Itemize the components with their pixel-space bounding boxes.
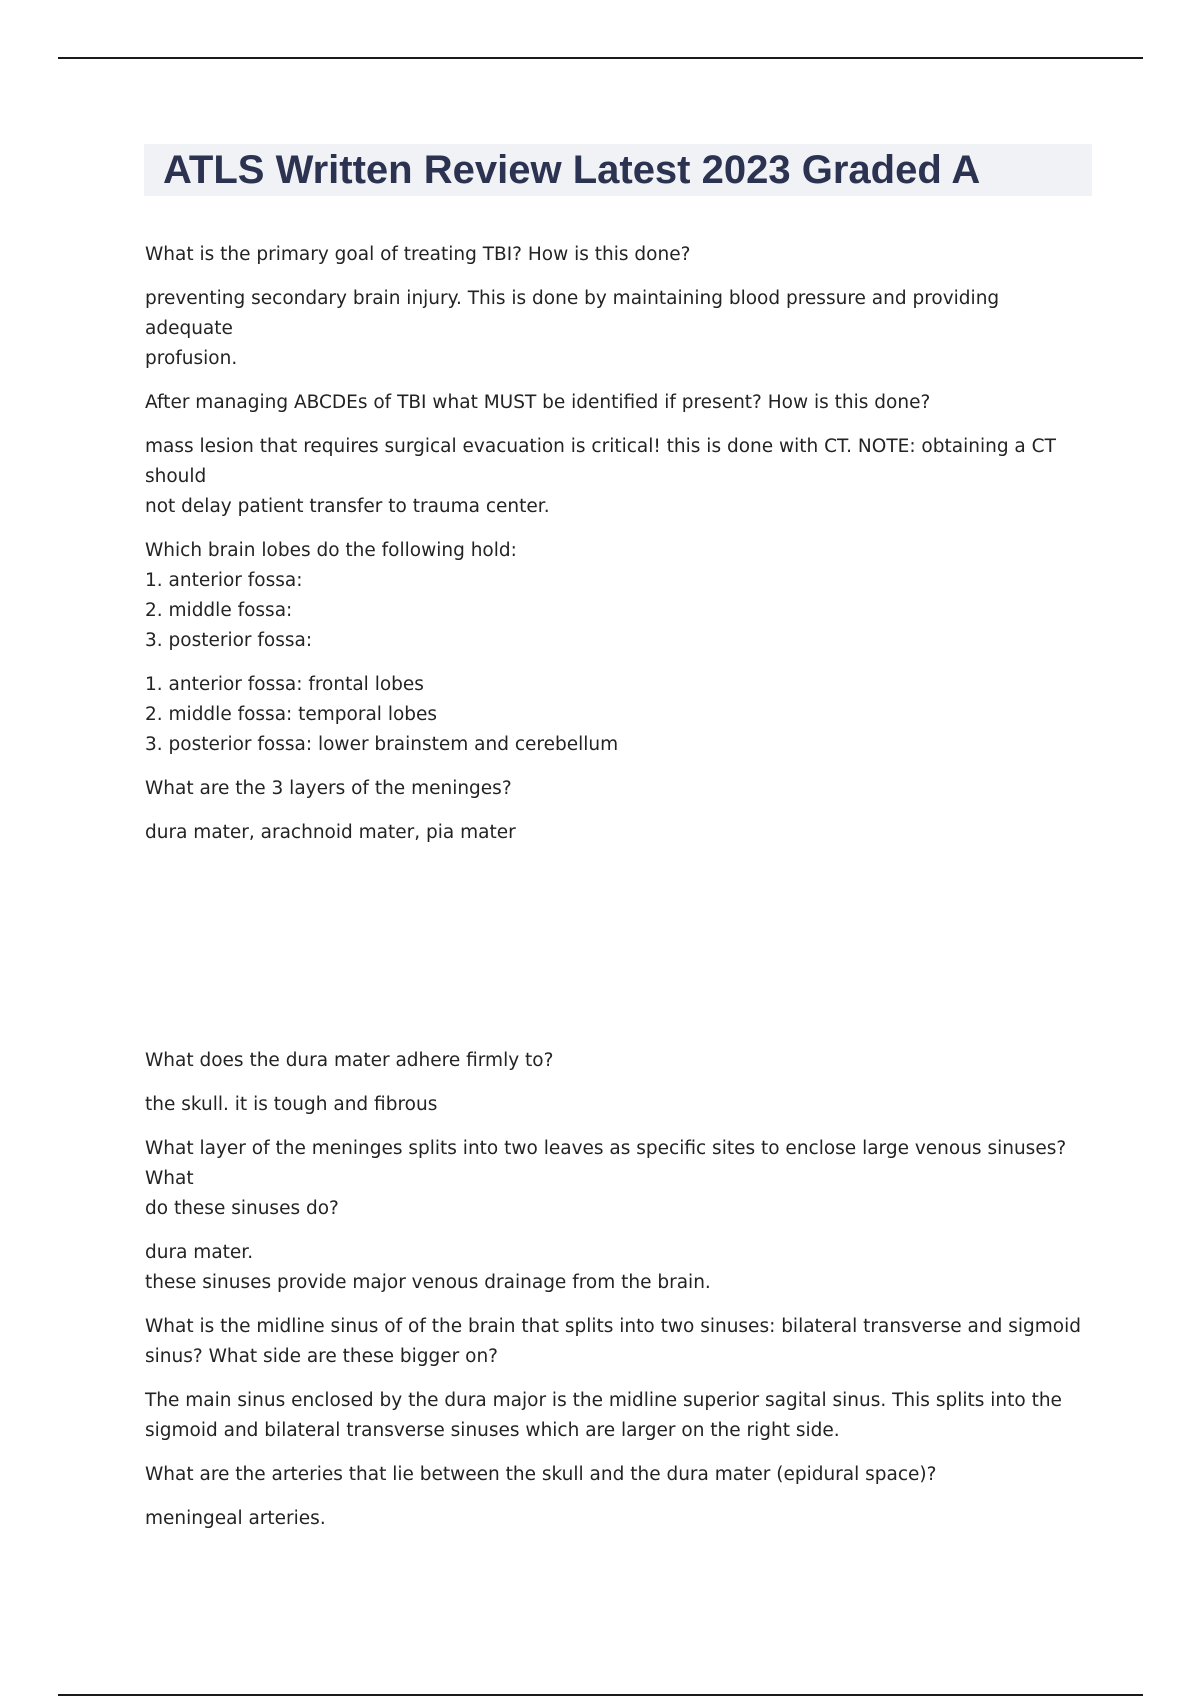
answer-text xyxy=(145,818,1090,848)
document-title: ATLS Written Review Latest 2023 Graded A xyxy=(163,148,981,192)
answer-text xyxy=(145,1238,1090,1298)
text-line: 1. anterior fossa: xyxy=(145,570,303,591)
text-line: 1. anterior fossa: frontal lobes xyxy=(145,674,424,695)
text-line: What are the 3 layers of the meninges? xyxy=(145,778,512,799)
text-line: meningeal arteries. xyxy=(145,1508,326,1529)
question-text xyxy=(145,1460,1090,1490)
question-text xyxy=(145,1312,1090,1372)
text-line: What is the midline sinus of of the brain that splits into two sinuses: bilateral transverse and sigmoid xyxy=(145,1316,1081,1337)
text-line: mass lesion that requires surgical evacuation is critical! this is done with CT. NOTE: obtaining a CT should xyxy=(145,436,1056,487)
text-line: What is the primary goal of treating TBI? How is this done? xyxy=(145,244,691,265)
text-line: dura mater, arachnoid mater, pia mater xyxy=(145,822,516,843)
answer-text xyxy=(145,432,1090,522)
question-text xyxy=(145,536,1090,656)
question-text xyxy=(145,240,1090,270)
text-line: Which brain lobes do the following hold: xyxy=(145,540,517,561)
text-line: do these sinuses do? xyxy=(145,1198,339,1219)
text-line: these sinuses provide major venous drainage from the brain. xyxy=(145,1272,711,1293)
bottom-rule xyxy=(58,1694,1143,1696)
text-line: What does the dura mater adhere firmly to? xyxy=(145,1050,554,1071)
text-line: sigmoid and bilateral transverse sinuses which are larger on the right side. xyxy=(145,1420,840,1441)
answer-text xyxy=(145,1504,1090,1534)
answer-text xyxy=(145,284,1090,374)
text-line: 2. middle fossa: xyxy=(145,600,293,621)
text-line: What are the arteries that lie between the skull and the dura mater (epidural space)? xyxy=(145,1464,937,1485)
text-line: What layer of the meninges splits into two leaves as specific sites to enclose large venous sinuses? What xyxy=(145,1138,1067,1189)
blank-space xyxy=(145,862,1090,1046)
text-line: 2. middle fossa: temporal lobes xyxy=(145,704,438,725)
text-line: profusion. xyxy=(145,348,238,369)
text-line: 3. posterior fossa: xyxy=(145,630,313,651)
text-line: The main sinus enclosed by the dura major is the midline superior sagital sinus. This splits into the xyxy=(145,1390,1062,1411)
top-rule xyxy=(58,57,1143,59)
question-text xyxy=(145,388,1090,418)
text-line: dura mater. xyxy=(145,1242,254,1263)
text-line: the skull. it is tough and fibrous xyxy=(145,1094,438,1115)
answer-text xyxy=(145,670,1090,760)
answer-text xyxy=(145,1090,1090,1120)
text-line: not delay patient transfer to trauma center. xyxy=(145,496,550,517)
question-text xyxy=(145,774,1090,804)
answer-text xyxy=(145,1386,1090,1446)
text-line: After managing ABCDEs of TBI what MUST be identified if present? How is this done? xyxy=(145,392,931,413)
qa-content xyxy=(145,240,1090,1548)
text-line: 3. posterior fossa: lower brainstem and cerebellum xyxy=(145,734,619,755)
question-text xyxy=(145,1134,1090,1224)
text-line: sinus? What side are these bigger on? xyxy=(145,1346,498,1367)
text-line: preventing secondary brain injury. This is done by maintaining blood pressure and providing adequate xyxy=(145,288,1000,339)
question-text xyxy=(145,1046,1090,1076)
